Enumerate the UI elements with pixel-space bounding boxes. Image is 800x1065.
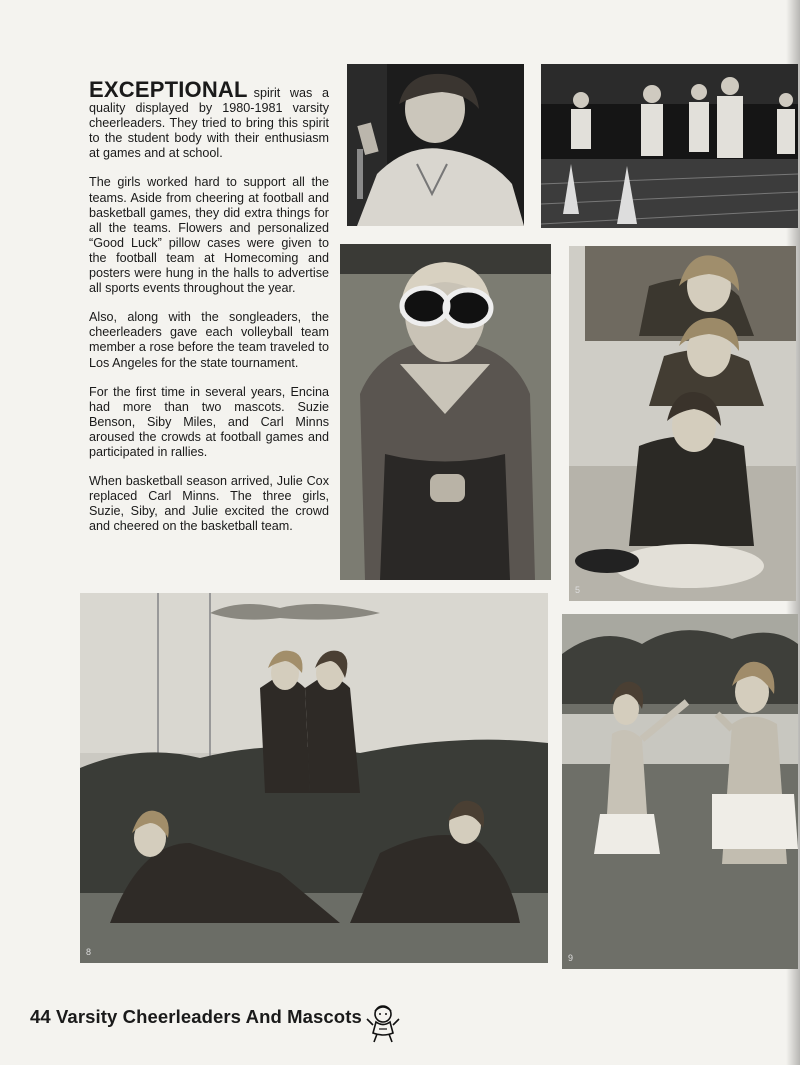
article-body	[89, 77, 329, 548]
photo-mascots-stacked	[569, 246, 796, 601]
article-paragraph-1	[89, 77, 329, 161]
photo-girl-sunglasses	[340, 244, 551, 580]
article-paragraph-4: For the first time in several years, Encina had more than two mascots. Suzie Benson, Siby Miles, and Carl Minns aroused the crowds at football games and participated in rallies.	[89, 384, 329, 459]
article-paragraph-5: When basketball season arrived, Julie Cox replaced Carl Minns. The three girls, Suzie, Siby, and Julie excited the crowd and cheered on the basketball team.	[89, 474, 329, 534]
photo-cheerleader-pyramid	[80, 593, 548, 963]
photo-cheerleaders-outdoors	[562, 614, 798, 969]
photo-cheerleader-microphone	[347, 64, 524, 226]
article-paragraph-2: The girls worked hard to support all the teams. Aside from cheering at football and basketball games, they did extra things for all the teams. Flowers and personalized “Good Luck” pillow cases were given to the football team at Homecoming and posters were hung in the halls to advertise all sports events throughout the year.	[89, 175, 329, 296]
article-paragraph-3: Also, along with the songleaders, the cheerleaders gave each volleyball team member a rose before the team traveled to Los Angeles for the state tournament.	[89, 310, 329, 370]
lead-word: EXCEPTIONAL	[89, 77, 248, 102]
article-paragraph-1-text: spirit was a quality displayed by 1980-1981 varsity cheerleaders. They tried to bring this spirit to the student body with their enthusiasm at games and at school.	[89, 86, 329, 161]
photo-number-8: 8	[86, 947, 92, 957]
mascot-logo-icon	[366, 1003, 400, 1043]
page-footer-label: 44 Varsity Cheerleaders And Mascots	[30, 1006, 362, 1027]
photo-number-5: 5	[575, 585, 581, 595]
photo-cheerleaders-track	[541, 64, 798, 228]
photo-number-9: 9	[568, 953, 574, 963]
